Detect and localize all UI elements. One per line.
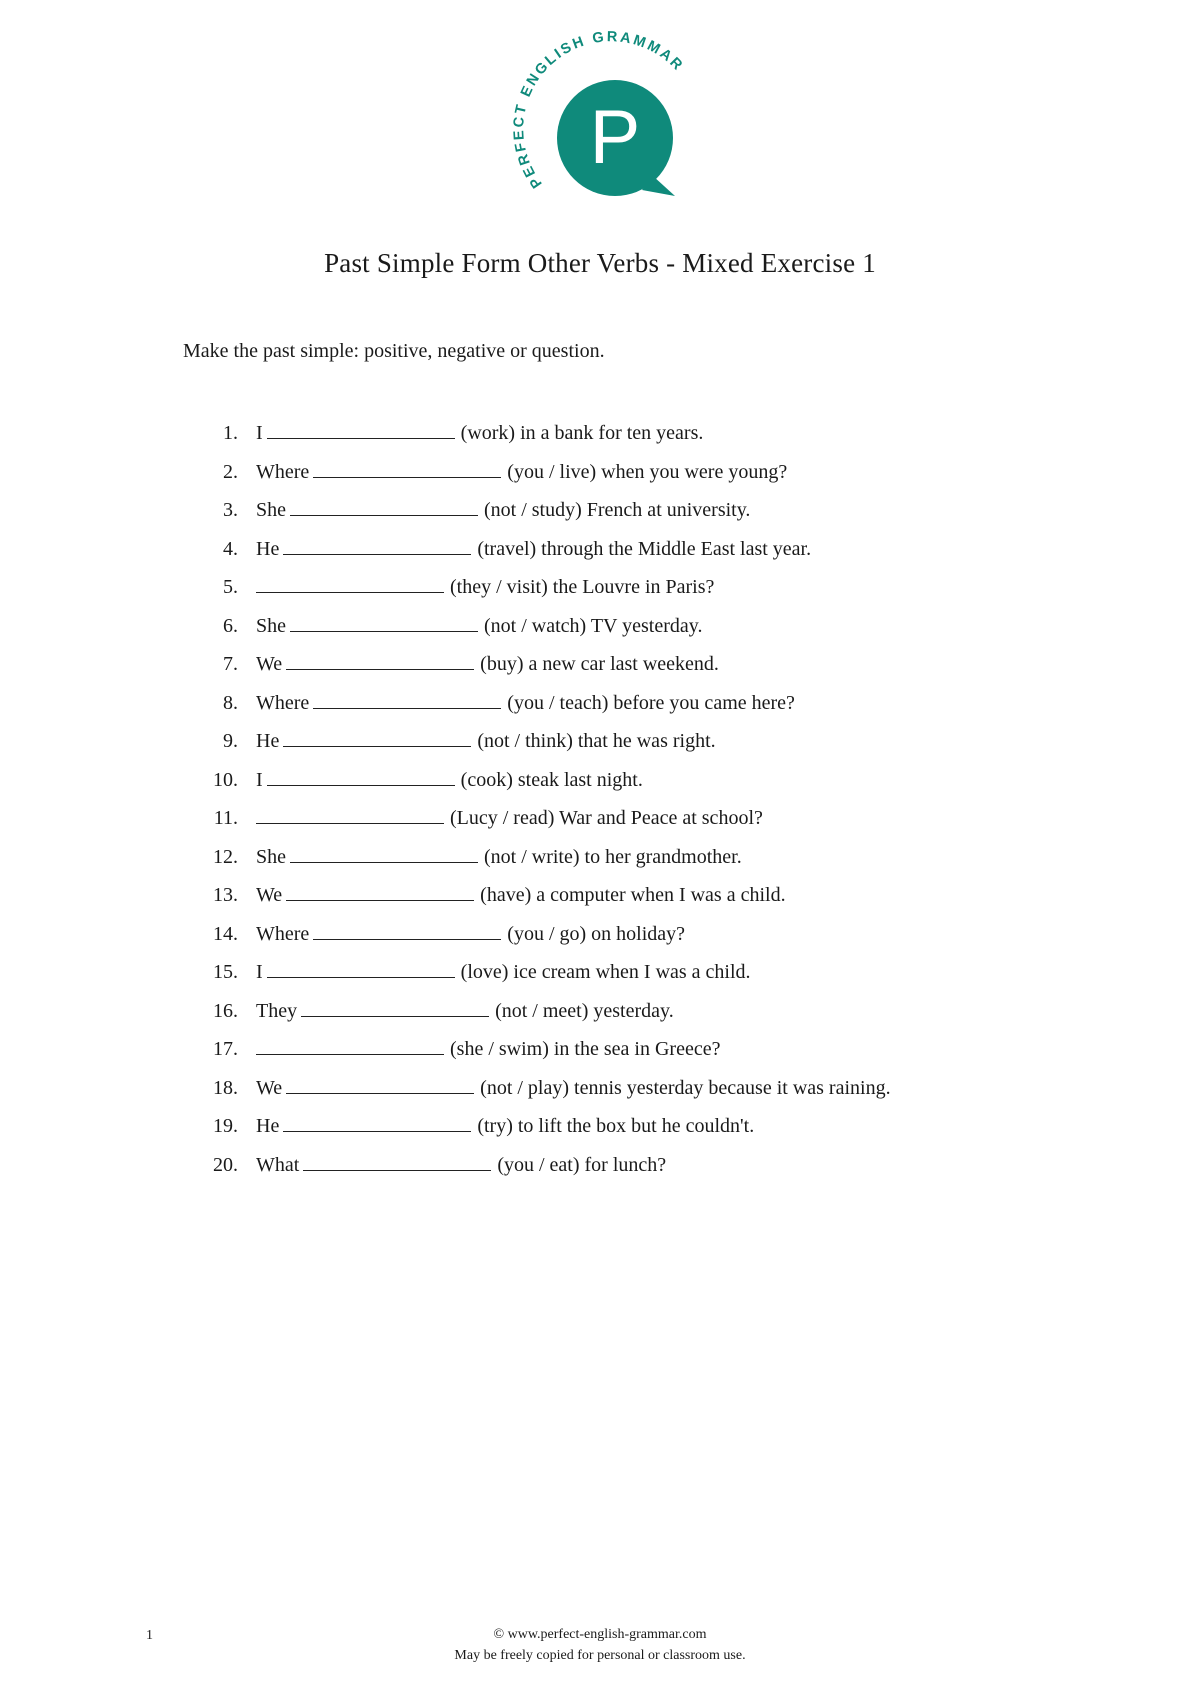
answer-blank[interactable]	[256, 573, 444, 593]
footer-license: May be freely copied for personal or classroom use.	[454, 1648, 746, 1663]
exercise-item	[0, 761, 1200, 800]
item-sentence	[256, 915, 685, 954]
sentence-start: He	[256, 537, 280, 560]
item-sentence	[256, 722, 716, 761]
exercise-item	[0, 722, 1200, 761]
sentence-end: (not / watch) TV yesterday.	[484, 614, 703, 637]
answer-blank[interactable]	[286, 650, 474, 670]
item-number: 13.	[213, 884, 238, 906]
item-number: 10.	[213, 768, 238, 791]
perfect-english-grammar-logo	[0, 0, 1200, 220]
sentence-start: We	[256, 884, 283, 906]
item-number: 16.	[213, 999, 238, 1022]
item-number: 18.	[213, 1076, 238, 1099]
answer-blank[interactable]	[290, 496, 478, 516]
sentence-end: (not / think) that he was right.	[477, 730, 716, 752]
exercise-item	[0, 453, 1200, 492]
item-sentence	[256, 453, 787, 492]
sentence-end: (they / visit) the Louvre in Paris?	[450, 576, 715, 598]
sentence-start: I	[256, 768, 263, 791]
item-sentence	[256, 876, 786, 915]
item-number: 6.	[223, 614, 238, 637]
item-sentence	[256, 1146, 666, 1185]
exercise-item	[0, 414, 1200, 453]
item-sentence	[256, 799, 763, 838]
item-sentence	[256, 568, 714, 607]
item-sentence	[256, 684, 795, 723]
answer-blank[interactable]	[286, 1074, 474, 1094]
answer-blank[interactable]	[283, 535, 471, 555]
item-sentence	[256, 607, 702, 646]
item-number: 15.	[213, 961, 238, 983]
exercise-item	[0, 953, 1200, 992]
sentence-start: He	[256, 1115, 280, 1137]
sentence-end: (you / go) on holiday?	[507, 922, 686, 945]
exercise-item	[0, 838, 1200, 877]
page-title: Past Simple Form Other Verbs - Mixed Exercise 1	[324, 248, 876, 278]
sentence-start: She	[256, 614, 286, 637]
answer-blank[interactable]	[267, 766, 455, 786]
sentence-end: (not / write) to her grandmother.	[484, 845, 742, 868]
exercise-item	[0, 1107, 1200, 1146]
answer-blank[interactable]	[313, 458, 501, 478]
sentence-start: He	[256, 730, 280, 752]
item-sentence	[256, 1069, 891, 1108]
item-sentence	[256, 1107, 754, 1146]
sentence-start: She	[256, 499, 286, 521]
exercise-item	[0, 568, 1200, 607]
sentence-start: I	[256, 422, 263, 444]
sentence-start: I	[256, 961, 263, 983]
item-number: 19.	[213, 1115, 238, 1137]
exercise-item	[0, 1069, 1200, 1108]
page-number: 1	[146, 1628, 153, 1643]
exercise-item	[0, 1146, 1200, 1185]
answer-blank[interactable]	[267, 958, 455, 978]
exercise-instruction: Make the past simple: positive, negative or question.	[183, 340, 605, 362]
sentence-start: We	[256, 1076, 283, 1099]
exercise-item	[0, 607, 1200, 646]
exercise-item	[0, 799, 1200, 838]
footer	[0, 1624, 1200, 1666]
sentence-start: What	[256, 1153, 300, 1176]
sentence-start: Where	[256, 460, 310, 483]
item-sentence	[256, 838, 742, 877]
exercise-item	[0, 876, 1200, 915]
sentence-end: (try) to lift the box but he couldn't.	[477, 1115, 755, 1137]
answer-blank[interactable]	[283, 1112, 471, 1132]
item-sentence	[256, 761, 643, 800]
answer-blank[interactable]	[303, 1151, 491, 1171]
item-number: 4.	[223, 537, 238, 560]
item-number: 9.	[223, 730, 238, 752]
sentence-start: They	[256, 999, 298, 1022]
item-sentence	[256, 953, 751, 992]
item-number: 1.	[223, 422, 238, 444]
sentence-start: Where	[256, 922, 310, 945]
item-sentence	[256, 992, 674, 1031]
answer-blank[interactable]	[313, 689, 501, 709]
item-number: 14.	[213, 922, 238, 945]
item-number: 5.	[223, 576, 238, 598]
answer-blank[interactable]	[286, 881, 474, 901]
exercise-item	[0, 684, 1200, 723]
sentence-end: (love) ice cream when I was a child.	[460, 961, 751, 983]
sentence-end: (work) in a bank for ten years.	[460, 422, 704, 444]
exercise-item	[0, 645, 1200, 684]
sentence-end: (not / study) French at university.	[484, 499, 751, 521]
sentence-end: (not / meet) yesterday.	[495, 999, 674, 1022]
sentence-end: (Lucy / read) War and Peace at school?	[450, 807, 763, 829]
sentence-start: We	[256, 653, 283, 675]
item-sentence	[256, 491, 750, 530]
item-sentence	[256, 414, 703, 453]
sentence-end: (you / eat) for lunch?	[497, 1153, 667, 1176]
sentence-end: (not / play) tennis yesterday because it was raining.	[480, 1076, 891, 1099]
item-sentence	[256, 1030, 720, 1069]
svg-text:P: P	[589, 95, 641, 180]
item-sentence	[256, 645, 719, 684]
svg-text:PERFECT ENGLISH GRAMMAR: PERFECT ENGLISH GRAMMAR	[511, 29, 687, 191]
item-number: 20.	[213, 1153, 238, 1176]
answer-blank[interactable]	[301, 997, 489, 1017]
item-number: 3.	[223, 499, 238, 521]
answer-blank[interactable]	[290, 843, 478, 863]
exercise-item	[0, 491, 1200, 530]
exercise-item	[0, 1030, 1200, 1069]
item-number: 17.	[213, 1038, 238, 1060]
sentence-end: (she / swim) in the sea in Greece?	[450, 1038, 721, 1060]
footer-website: © www.perfect-english-grammar.com	[493, 1627, 707, 1642]
item-number: 8.	[223, 691, 238, 714]
sentence-end: (buy) a new car last weekend.	[480, 653, 719, 675]
sentence-end: (cook) steak last night.	[460, 768, 643, 791]
item-number: 7.	[223, 653, 238, 675]
exercise-list	[0, 414, 1200, 1184]
sentence-end: (have) a computer when I was a child.	[480, 884, 786, 906]
sentence-end: (travel) through the Middle East last year.	[477, 537, 812, 560]
sentence-start: Where	[256, 691, 310, 714]
item-number: 11.	[213, 807, 238, 829]
sentence-end: (you / live) when you were young?	[507, 460, 788, 483]
answer-blank[interactable]	[313, 920, 501, 940]
answer-blank[interactable]	[267, 419, 455, 439]
item-sentence	[256, 530, 811, 569]
exercise-item	[0, 530, 1200, 569]
answer-blank[interactable]	[290, 612, 478, 632]
item-number: 12.	[213, 845, 238, 868]
exercise-item	[0, 915, 1200, 954]
exercise-item	[0, 992, 1200, 1031]
sentence-start: She	[256, 845, 286, 868]
answer-blank[interactable]	[256, 1035, 444, 1055]
item-number: 2.	[223, 460, 238, 483]
answer-blank[interactable]	[256, 804, 444, 824]
answer-blank[interactable]	[283, 727, 471, 747]
sentence-end: (you / teach) before you came here?	[507, 691, 795, 714]
